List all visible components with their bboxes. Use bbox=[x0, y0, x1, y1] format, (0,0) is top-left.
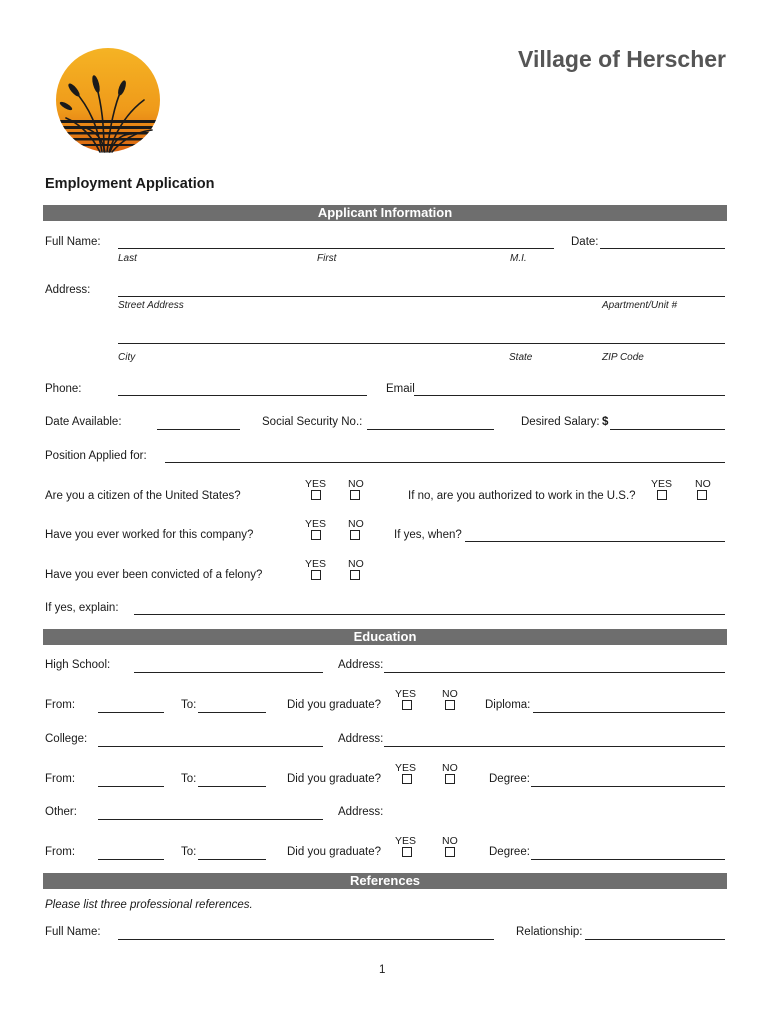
apt-caption: Apartment/Unit # bbox=[602, 300, 678, 311]
phone-field[interactable] bbox=[118, 395, 367, 396]
other-graduate-question: Did you graduate? bbox=[287, 846, 381, 858]
authorized-yes-checkbox[interactable] bbox=[657, 490, 667, 500]
form-title: Employment Application bbox=[45, 176, 215, 192]
explain-field[interactable] bbox=[134, 614, 725, 615]
email-field[interactable] bbox=[414, 395, 725, 396]
full-name-label: Full Name: bbox=[45, 236, 101, 248]
section-references: References bbox=[43, 873, 727, 889]
college-graduate-question: Did you graduate? bbox=[287, 773, 381, 785]
last-caption: Last bbox=[118, 253, 137, 264]
street-caption: Street Address bbox=[118, 300, 184, 311]
college-no-label: NO bbox=[442, 762, 458, 774]
felony-no-label: NO bbox=[348, 558, 364, 570]
college-to-field[interactable] bbox=[198, 786, 266, 787]
other-from-field[interactable] bbox=[98, 859, 164, 860]
section-applicant-information: Applicant Information bbox=[43, 205, 727, 221]
phone-label: Phone: bbox=[45, 383, 82, 395]
college-to-label: To: bbox=[181, 773, 197, 785]
other-degree-label: Degree: bbox=[489, 846, 530, 858]
date-label: Date: bbox=[571, 236, 599, 248]
citizen-yes-checkbox[interactable] bbox=[311, 490, 321, 500]
address-label: Address: bbox=[45, 284, 91, 296]
felony-yes-checkbox[interactable] bbox=[311, 570, 321, 580]
felony-yes-label: YES bbox=[305, 558, 327, 570]
city-caption: City bbox=[118, 352, 136, 363]
worked-question: Have you ever worked for this company? bbox=[45, 529, 254, 541]
hs-address-label: Address: bbox=[338, 659, 384, 671]
ssn-field[interactable] bbox=[367, 429, 494, 430]
authorized-no-checkbox[interactable] bbox=[697, 490, 707, 500]
authorized-yes-label: YES bbox=[651, 478, 673, 490]
hs-from-field[interactable] bbox=[98, 712, 164, 713]
explain-label: If yes, explain: bbox=[45, 602, 119, 614]
hs-graduate-question: Did you graduate? bbox=[287, 699, 381, 711]
hs-to-field[interactable] bbox=[198, 712, 266, 713]
felony-question: Have you ever been convicted of a felony? bbox=[45, 569, 263, 581]
first-caption: First bbox=[317, 253, 337, 264]
other-label: Other: bbox=[45, 806, 77, 818]
ssn-label: Social Security No.: bbox=[262, 416, 363, 428]
other-from-label: From: bbox=[45, 846, 76, 858]
date-field[interactable] bbox=[600, 248, 725, 249]
other-address-label: Address: bbox=[338, 806, 384, 818]
diploma-field[interactable] bbox=[533, 712, 725, 713]
reference-full-name-label: Full Name: bbox=[45, 926, 101, 938]
authorized-question: If no, are you authorized to work in the U.S.? bbox=[408, 490, 636, 502]
hs-yes-label: YES bbox=[395, 688, 417, 700]
references-instruction: Please list three professional references. bbox=[45, 899, 253, 911]
other-to-label: To: bbox=[181, 846, 197, 858]
worked-yes-label: YES bbox=[305, 518, 327, 530]
other-to-field[interactable] bbox=[198, 859, 266, 860]
college-from-field[interactable] bbox=[98, 786, 164, 787]
college-yes-checkbox[interactable] bbox=[402, 774, 412, 784]
section-education: Education bbox=[43, 629, 727, 645]
diploma-label: Diploma: bbox=[485, 699, 531, 711]
college-no-checkbox[interactable] bbox=[445, 774, 455, 784]
reference-full-name-field[interactable] bbox=[118, 939, 494, 940]
citizen-no-label: NO bbox=[348, 478, 364, 490]
citizen-no-checkbox[interactable] bbox=[350, 490, 360, 500]
state-caption: State bbox=[509, 352, 533, 363]
hs-from-label: From: bbox=[45, 699, 76, 711]
high-school-field[interactable] bbox=[134, 672, 323, 673]
salary-label: Desired Salary: bbox=[521, 416, 600, 428]
full-name-field[interactable] bbox=[118, 248, 554, 249]
when-field[interactable] bbox=[465, 541, 725, 542]
relationship-label: Relationship: bbox=[516, 926, 583, 938]
college-degree-field[interactable] bbox=[531, 786, 725, 787]
other-no-label: NO bbox=[442, 835, 458, 847]
worked-no-label: NO bbox=[348, 518, 364, 530]
zip-caption: ZIP Code bbox=[602, 352, 644, 363]
college-field[interactable] bbox=[98, 746, 323, 747]
org-name: Village of Herscher bbox=[518, 46, 726, 72]
hs-no-label: NO bbox=[442, 688, 458, 700]
college-yes-label: YES bbox=[395, 762, 417, 774]
mi-caption: M.I. bbox=[510, 253, 527, 264]
salary-field[interactable] bbox=[610, 429, 725, 430]
other-no-checkbox[interactable] bbox=[445, 847, 455, 857]
other-yes-checkbox[interactable] bbox=[402, 847, 412, 857]
college-label: College: bbox=[45, 733, 88, 745]
street-address-field[interactable] bbox=[118, 296, 725, 297]
position-field[interactable] bbox=[165, 462, 725, 463]
email-label: Email bbox=[386, 383, 415, 395]
city-state-zip-field[interactable] bbox=[118, 343, 725, 344]
date-available-field[interactable] bbox=[157, 429, 240, 430]
sunset-wheat-logo-icon bbox=[52, 48, 164, 160]
logo bbox=[52, 48, 164, 160]
page-number: 1 bbox=[379, 964, 386, 976]
felony-no-checkbox[interactable] bbox=[350, 570, 360, 580]
position-label: Position Applied for: bbox=[45, 450, 147, 462]
hs-yes-checkbox[interactable] bbox=[402, 700, 412, 710]
when-label: If yes, when? bbox=[394, 529, 462, 541]
other-field[interactable] bbox=[98, 819, 323, 820]
worked-yes-checkbox[interactable] bbox=[311, 530, 321, 540]
hs-no-checkbox[interactable] bbox=[445, 700, 455, 710]
college-address-field[interactable] bbox=[384, 746, 725, 747]
worked-no-checkbox[interactable] bbox=[350, 530, 360, 540]
other-degree-field[interactable] bbox=[531, 859, 725, 860]
other-yes-label: YES bbox=[395, 835, 417, 847]
college-from-label: From: bbox=[45, 773, 76, 785]
high-school-label: High School: bbox=[45, 659, 111, 671]
citizen-yes-label: YES bbox=[305, 478, 327, 490]
college-address-label: Address: bbox=[338, 733, 384, 745]
authorized-no-label: NO bbox=[695, 478, 711, 490]
date-available-label: Date Available: bbox=[45, 416, 122, 428]
relationship-field[interactable] bbox=[585, 939, 725, 940]
salary-symbol: $ bbox=[602, 416, 609, 428]
citizen-question: Are you a citizen of the United States? bbox=[45, 490, 241, 502]
college-degree-label: Degree: bbox=[489, 773, 530, 785]
hs-to-label: To: bbox=[181, 699, 197, 711]
hs-address-field[interactable] bbox=[384, 672, 725, 673]
